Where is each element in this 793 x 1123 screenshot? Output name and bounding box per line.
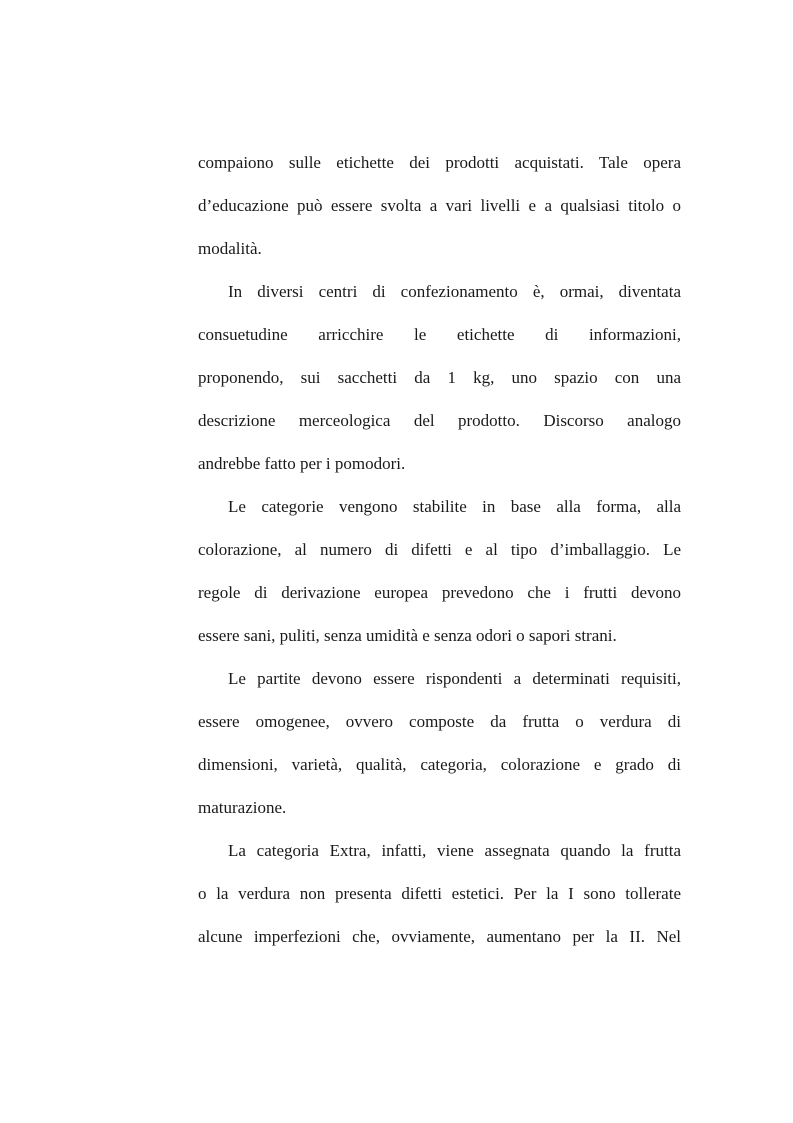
text-line: modalità. bbox=[198, 239, 262, 258]
text-line: colorazione, al numero di difetti e al tipo d’imballaggio. Le bbox=[198, 540, 681, 559]
text-line: La categoria Extra, infatti, viene assegnata quando la frutta bbox=[228, 841, 681, 860]
text-line: andrebbe fatto per i pomodori. bbox=[198, 454, 406, 473]
text-line: maturazione. bbox=[198, 798, 287, 817]
text-line: regole di derivazione europea prevedono che i frutti devono bbox=[198, 583, 681, 602]
text-line: dimensioni, varietà, qualità, categoria, colorazione e grado di bbox=[198, 755, 681, 774]
text-line: compaiono sulle etichette dei prodotti acquistati. Tale opera bbox=[198, 153, 681, 172]
text-line: essere sani, puliti, senza umidità e senza odori o sapori strani. bbox=[198, 626, 617, 645]
text-line: d’educazione può essere svolta a vari livelli e a qualsiasi titolo o bbox=[198, 196, 681, 215]
text-line: In diversi centri di confezionamento è, ormai, diventata bbox=[228, 282, 681, 301]
text-line: essere omogenee, ovvero composte da frutta o verdura di bbox=[198, 712, 681, 731]
body-text bbox=[198, 141, 681, 958]
text-line: alcune imperfezioni che, ovviamente, aumentano per la II. Nel bbox=[198, 927, 681, 946]
text-line: proponendo, sui sacchetti da 1 kg, uno spazio con una bbox=[198, 368, 681, 387]
text-line: Le partite devono essere rispondenti a determinati requisiti, bbox=[228, 669, 681, 688]
text-line: o la verdura non presenta difetti estetici. Per la I sono tollerate bbox=[198, 884, 681, 903]
text-line: Le categorie vengono stabilite in base alla forma, alla bbox=[228, 497, 681, 516]
text-line: descrizione merceologica del prodotto. Discorso analogo bbox=[198, 411, 681, 430]
text-line: consuetudine arricchire le etichette di informazioni, bbox=[198, 325, 681, 344]
